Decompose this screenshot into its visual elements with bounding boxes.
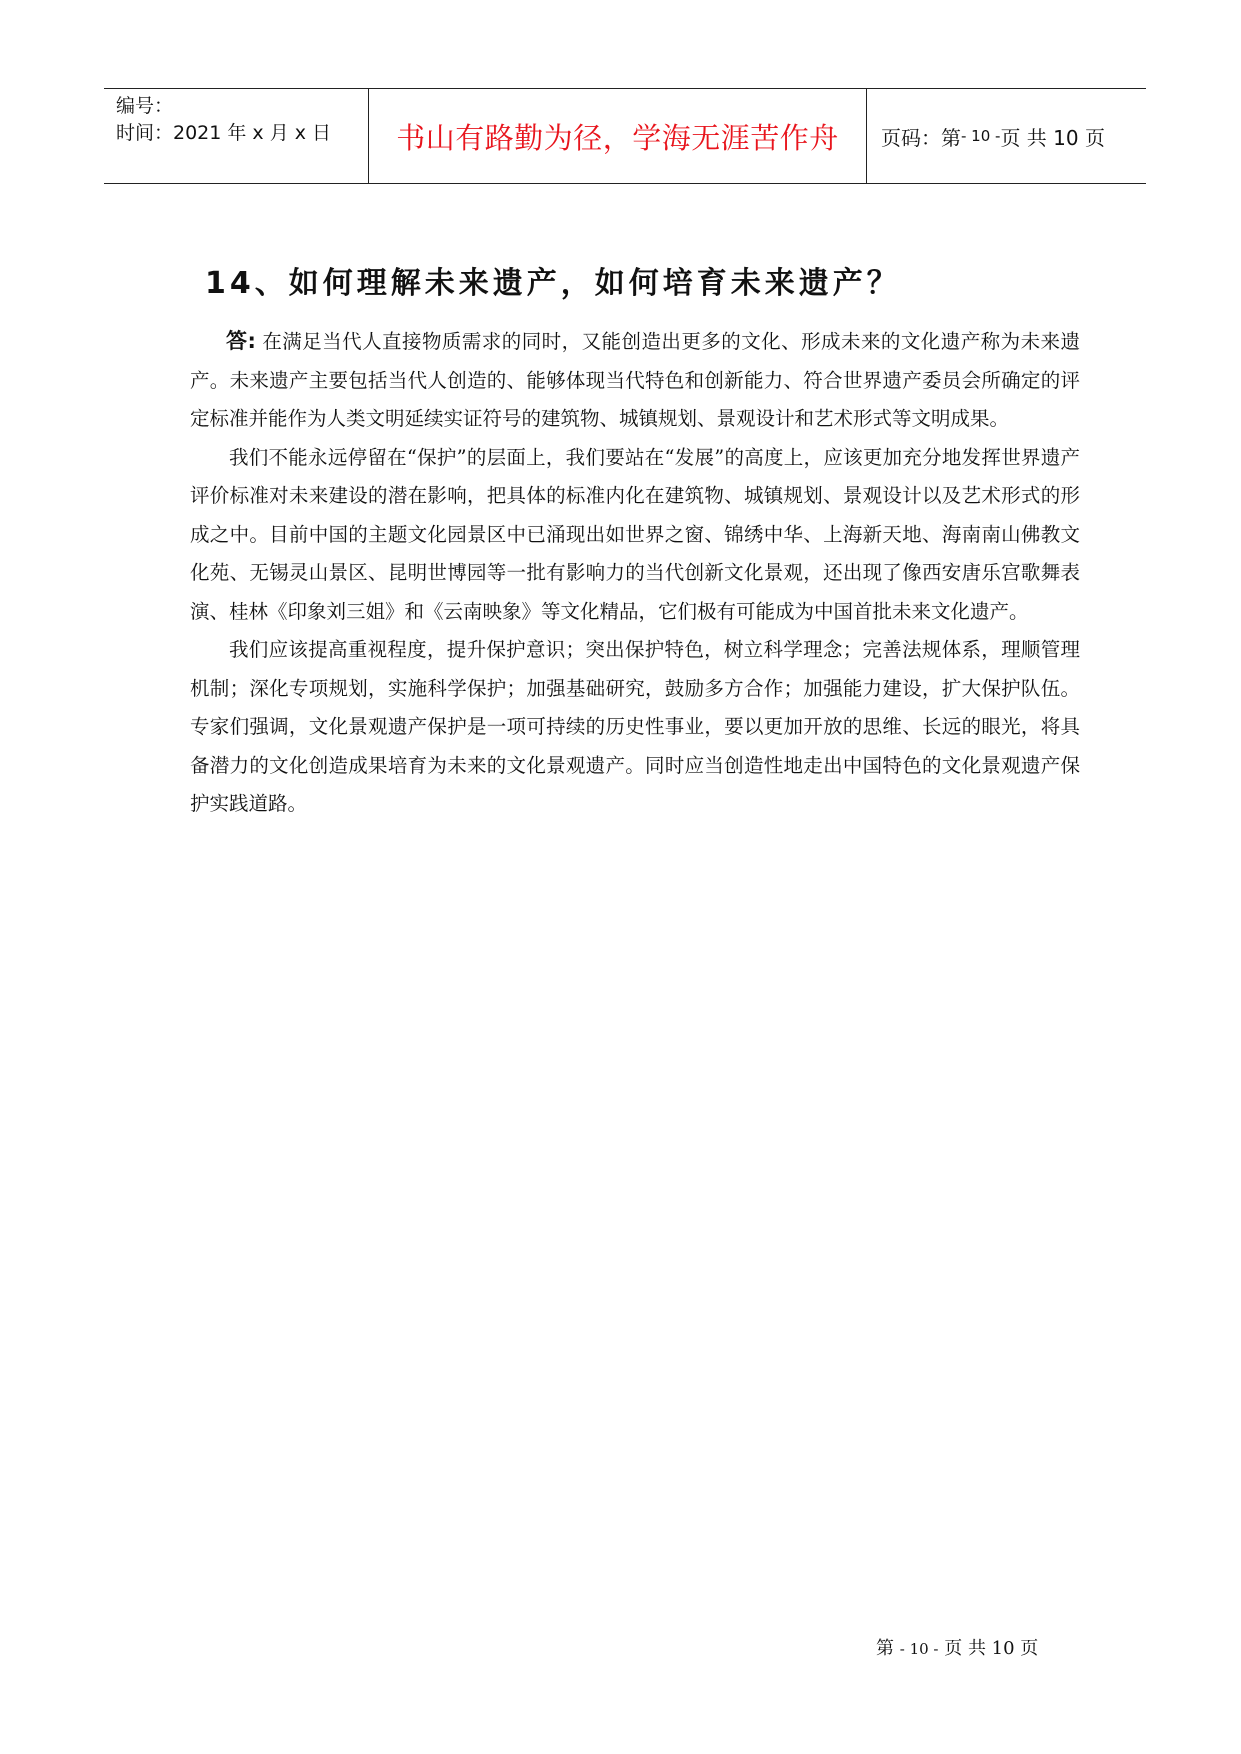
- footer-prefix: 第: [876, 1638, 900, 1659]
- answer-body: [190, 322, 1080, 824]
- footer-suffix: 页 共 10 页: [938, 1638, 1039, 1659]
- header-meta-cell: [104, 89, 369, 183]
- answer-paragraph-3: 我们应该提高重视程度，提升保护意识；突出保护特色，树立科学理念；完善法规体系，理顺管理机制；深化专项规划，实施科学保护；加强基础研究，鼓励多方合作；加强能力建设，扩大保护队伍。专家们强调，文化景观遗产保护是一项可持续的历史性事业，要以更加开放的思维、长远的眼光，将具备潜力的文化创造成果培育为未来的文化景观遗产。同时应当创造性地走出中国特色的文化景观遗产保护实践道路。: [190, 638, 1080, 815]
- motto-text: 书山有路勤为径，学海无涯苦作舟: [396, 120, 839, 155]
- header-page-prefix: 页码：第: [881, 125, 961, 150]
- answer-paragraph-2: 我们不能永远停留在“保护”的层面上，我们要站在“发展”的高度上，应该更加充分地发挥世界遗产评价标准对未来建设的潜在影响，把具体的标准内化在建筑物、城镇规划、景观设计以及艺术形式的形成之中。目前中国的主题文化园景区中已涌现出如世界之窗、锦绣中华、上海新天地、海南南山佛教文化苑、无锡灵山景区、昆明世博园等一批有影响力的当代创新文化景观，还出现了像西安唐乐宫歌舞表演、桂林《印象刘三姐》和《云南映象》等文化精品，它们极有可能成为中国首批未来文化遗产。: [190, 445, 1080, 623]
- page-header: [104, 88, 1146, 184]
- answer-paragraph-1: [190, 322, 1080, 439]
- serial-label: 编号：: [116, 95, 174, 117]
- header-page-number: - 10 -: [961, 127, 1001, 145]
- page-footer: [876, 1634, 1038, 1660]
- header-motto-cell: [369, 89, 867, 183]
- header-page-cell: [867, 89, 1146, 183]
- header-page-suffix: 页 共 10 页: [1000, 125, 1105, 150]
- answer-label: 答:: [226, 329, 256, 353]
- question-heading: 14、如何理解未来遗产，如何培育未来遗产？: [205, 266, 901, 301]
- footer-page-number: - 10 -: [899, 1640, 939, 1658]
- time-label: 时间：2021 年 x 月 x 日: [116, 122, 332, 144]
- answer-paragraph-1-text: 在满足当代人直接物质需求的同时，又能创造出更多的文化、形成未来的文化遗产称为未来遗产。未来遗产主要包括当代人创造的、能够体现当代特色和创新能力、符合世界遗产委员会所确定的评定标准并能作为人类文明延续实证符号的建筑物、城镇规划、景观设计和艺术形式等文明成果。: [190, 330, 1080, 430]
